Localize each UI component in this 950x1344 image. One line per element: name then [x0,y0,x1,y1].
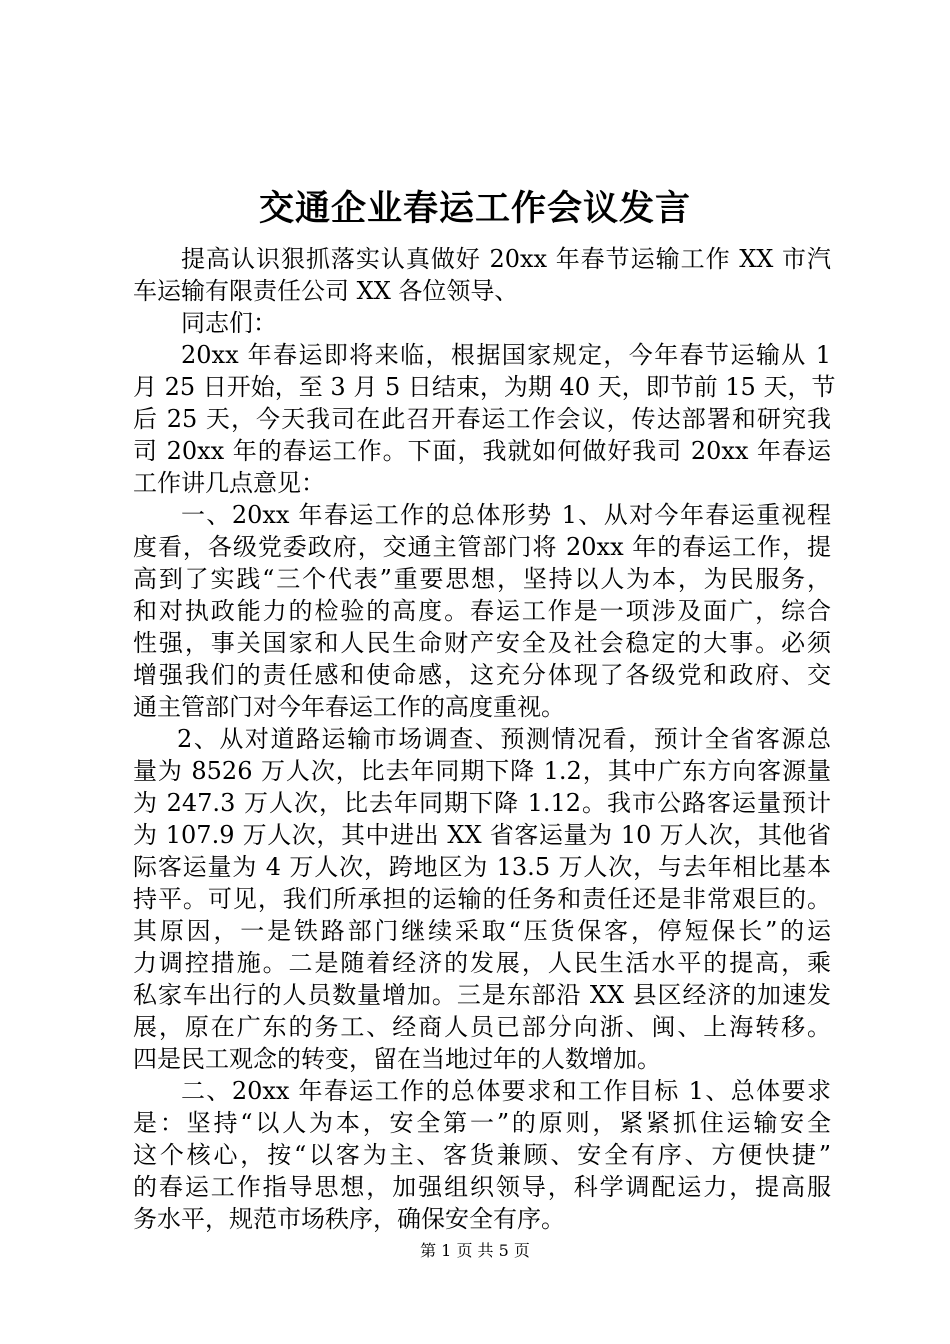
body-line: 际客运量为 4 万人次，跨地区为 13.5 万人次，与去年相比基本 [133,853,831,881]
body-line: 高到了实践“三个代表”重要思想，坚持以人为本，为民服务， [133,565,831,593]
body-line: 是：坚持“以人为本，安全第一”的原则，紧紧抓住运输安全 [133,1109,831,1137]
body-line: 展，原在广东的务工、经商人员已部分向浙、闽、上海转移。 [133,1013,831,1041]
body-line: 月 25 日开始，至 3 月 5 日结束，为期 40 天，即节前 15 天，节 [133,373,836,401]
body-line: 2、从对道路运输市场调查、预测情况看，预计全省客源总 [177,725,831,753]
body-line: 车运输有限责任公司 XX 各位领导、 [133,277,519,305]
body-line: 为 247.3 万人次，比去年同期下降 1.12。我市公路客运量预计 [133,789,831,817]
body-line: 司 20xx 年的春运工作。下面，我就如何做好我司 20xx 年春运 [133,437,831,465]
body-line: 和对执政能力的检验的高度。春运工作是一项涉及面广，综合 [133,597,831,625]
body-line: 的春运工作指导思想，加强组织领导，科学调配运力，提高服 [133,1173,831,1201]
body-line: 工作讲几点意见： [133,469,325,497]
body-line: 二、20xx 年春运工作的总体要求和工作目标 1、总体要求 [181,1077,831,1105]
body-line: 务水平，规范市场秩序，确保安全有序。 [133,1205,565,1233]
body-line: 其原因，一是铁路部门继续采取“压货保客，停短保长”的运 [133,917,831,945]
body-line: 同志们： [181,309,277,337]
body-line: 量为 8526 万人次，比去年同期下降 1.2，其中广东方向客源量 [133,757,831,785]
body-line: 私家车出行的人员数量增加。三是东部沿 XX 县区经济的加速发 [133,981,831,1009]
body-line: 持平。可见，我们所承担的运输的任务和责任还是非常艰巨的。 [133,885,831,913]
body-line: 通主管部门对今年春运工作的高度重视。 [133,693,565,721]
page-footer: 第 1 页 共 5 页 [420,1241,530,1260]
document-body [133,243,836,1235]
body-line: 提高认识狠抓落实认真做好 20xx 年春节运输工作 XX 市汽 [181,245,831,273]
body-line: 力调控措施。二是随着经济的发展，人民生活水平的提高，乘 [133,949,831,977]
body-line: 度看，各级党委政府，交通主管部门将 20xx 年的春运工作，提 [133,533,831,561]
body-line: 增强我们的责任感和使命感，这充分体现了各级党和政府、交 [133,661,831,689]
body-line: 性强，事关国家和人民生命财产安全及社会稳定的大事。必须 [133,629,831,657]
body-line: 为 107.9 万人次，其中进出 XX 省客运量为 10 万人次，其他省 [133,821,831,849]
body-line: 20xx 年春运即将来临，根据国家规定，今年春节运输从 1 [181,341,831,369]
body-line: 四是民工观念的转变，留在当地过年的人数增加。 [133,1045,661,1073]
document-title: 交通企业春运工作会议发言 [258,188,691,229]
body-line: 后 25 天，今天我司在此召开春运工作会议，传达部署和研究我 [133,405,831,433]
body-line: 一、20xx 年春运工作的总体形势 1、从对今年春运重视程 [181,501,831,529]
body-line: 这个核心，按“以客为主、客货兼顾、安全有序、方便快捷” [133,1141,831,1169]
